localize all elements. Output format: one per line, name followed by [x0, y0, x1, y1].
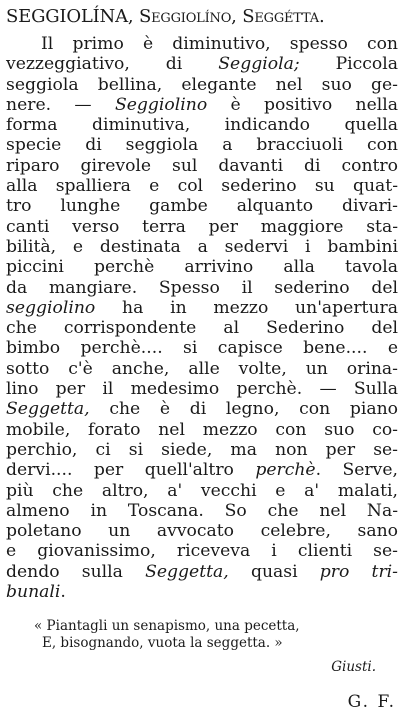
body-line — [6, 257, 398, 277]
body-text-run: bimbo perchè.... si capisce bene.... e — [6, 338, 398, 359]
body-line — [6, 521, 398, 541]
body-line — [6, 338, 398, 358]
body-italic-run: perchè — [255, 460, 316, 481]
body-italic-run: Seggetta, — [145, 561, 229, 582]
body-text-run: . — [60, 582, 66, 603]
body-text-run: riparo girevole sul davanti di contro — [6, 155, 398, 176]
body-text-run: Il primo è diminutivo, spesso con — [41, 34, 398, 54]
body-italic-run: pro tri- — [319, 561, 398, 582]
body-text-run: e giovanissimo, riceveva i clienti se- — [6, 541, 398, 562]
body-line — [6, 217, 398, 237]
body-line — [6, 379, 398, 399]
body-text-run: dendo sulla — [6, 561, 146, 582]
body-italic-run: Seggiola; — [218, 54, 300, 75]
quotation-author: Giusti. — [331, 659, 376, 675]
entry-author-initials: G. F. — [347, 692, 396, 712]
body-italic-run: Seggetta, — [6, 399, 90, 420]
body-line — [6, 501, 398, 521]
body-line — [6, 440, 398, 460]
body-text-run: poletano un avvocato celebre, sano — [6, 521, 398, 542]
heading-headword-seggiolina: SEGGIOLÍNA, — [6, 6, 134, 27]
body-line — [6, 481, 398, 501]
body-text-run: ha in mezzo un'apertura — [95, 297, 398, 318]
body-text-run: più che altro, a' vecchi e a' malati, — [6, 480, 398, 501]
body-text-run: lino per il medesimo perchè. — Sulla — [6, 379, 398, 400]
poetry-quotation — [34, 618, 300, 652]
body-text-run: è positivo nella — [207, 94, 398, 115]
body-line — [6, 115, 398, 135]
body-text-run: vezzeggiativo, di — [6, 54, 219, 75]
body-text-run: alla spalliera e col sederino su quat- — [6, 176, 398, 197]
body-text-run: seggiola bellina, elegante nel suo ge- — [6, 74, 398, 95]
body-text-run: Piccola — [299, 54, 398, 75]
entry-body-text — [6, 34, 398, 602]
body-text-run: che corrispondente al Sederino del — [6, 318, 398, 339]
entry-heading — [6, 6, 402, 28]
body-text-run: tro lunghe gambe alquanto divari- — [6, 196, 398, 217]
body-line — [6, 541, 398, 561]
body-line — [6, 95, 398, 115]
heading-headword-seggetta: Seggétta. — [242, 6, 325, 27]
body-line — [6, 54, 398, 74]
body-text-run: che è di legno, con piano — [89, 399, 398, 420]
body-text-run: nere. — — [6, 94, 115, 115]
body-text-run: dervi.... per quell'altro — [6, 460, 256, 481]
body-italic-run: bunali — [6, 582, 61, 603]
body-text-run: specie di seggiola a bracciuoli con — [6, 135, 398, 156]
body-text-run: . Serve, — [315, 460, 398, 481]
body-line — [6, 156, 398, 176]
body-line — [6, 176, 398, 196]
body-line — [6, 562, 398, 582]
body-italic-run: seggiolino — [6, 297, 96, 318]
body-text-run: quasi — [228, 561, 320, 582]
body-italic-run: Seggiolino — [114, 94, 208, 115]
body-line — [6, 278, 398, 298]
body-line — [6, 420, 398, 440]
heading-headword-seggiolino: Seggiolíno, — [138, 6, 237, 27]
body-text-run: piccini perchè arrivino alla tavola — [6, 257, 398, 278]
body-text-run: perchio, ci si siede, ma non per se- — [6, 439, 398, 460]
body-text-run: bilità, e destinata a sedervi i bambini — [6, 236, 398, 257]
body-line — [6, 237, 398, 257]
body-text-run: sotto c'è anche, alle volte, un orina- — [6, 358, 398, 379]
body-line — [6, 135, 398, 155]
body-line — [6, 318, 398, 338]
body-line — [6, 34, 398, 54]
body-line — [6, 298, 398, 318]
body-line — [6, 359, 398, 379]
quotation-line-1: « Piantagli un senapismo, una pecetta, — [34, 618, 300, 634]
body-line — [6, 75, 398, 95]
body-line — [6, 399, 398, 419]
body-text-run: forma diminutiva, indicando quella — [6, 115, 398, 136]
body-text-run: canti verso terra per maggiore sta- — [6, 216, 398, 237]
body-line — [6, 460, 398, 480]
body-line — [6, 196, 398, 216]
body-text-run: da mangiare. Spesso il sederino del — [6, 277, 398, 298]
body-text-run: almeno in Toscana. So che nel Na- — [6, 500, 398, 521]
body-line — [6, 582, 398, 602]
quotation-line-2: E, bisognando, vuota la seggetta. » — [42, 635, 283, 651]
body-text-run: mobile, forato nel mezzo con suo co- — [6, 419, 398, 440]
